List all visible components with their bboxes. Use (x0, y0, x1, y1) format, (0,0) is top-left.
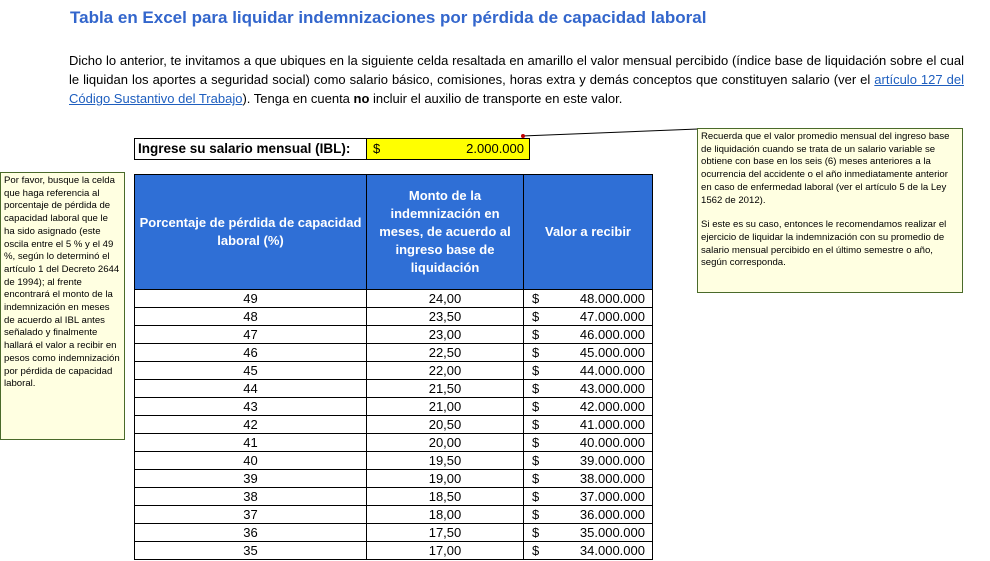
value-cell[interactable] (524, 506, 653, 524)
amount: 45.000.000 (579, 345, 645, 360)
currency-symbol: $ (532, 417, 540, 432)
header-percentage: Porcentaje de pérdida de capacidad laboral (%) (135, 175, 367, 290)
table-row (135, 524, 653, 542)
intro-text-3: incluir el auxilio de transporte en este valor. (369, 91, 623, 106)
table-row (135, 434, 653, 452)
months-cell[interactable]: 21,00 (367, 398, 524, 416)
value-cell[interactable] (524, 362, 653, 380)
months-cell[interactable]: 23,00 (367, 326, 524, 344)
value-cell[interactable] (524, 452, 653, 470)
table-row (135, 398, 653, 416)
table-row (135, 452, 653, 470)
value-cell[interactable] (524, 542, 653, 560)
currency-symbol: $ (532, 525, 540, 540)
amount: 34.000.000 (579, 543, 645, 558)
percentage-cell[interactable]: 35 (135, 542, 367, 560)
percentage-cell[interactable]: 40 (135, 452, 367, 470)
table-row (135, 380, 653, 398)
currency-symbol: $ (532, 435, 540, 450)
indemnity-table (134, 174, 653, 560)
amount: 40.000.000 (579, 435, 645, 450)
percentage-cell[interactable]: 45 (135, 362, 367, 380)
table-row (135, 488, 653, 506)
currency-symbol: $ (532, 489, 540, 504)
months-cell[interactable]: 18,50 (367, 488, 524, 506)
value-cell[interactable] (524, 488, 653, 506)
ibl-input-row (134, 138, 530, 160)
percentage-cell[interactable]: 47 (135, 326, 367, 344)
table-row (135, 308, 653, 326)
table-row (135, 344, 653, 362)
value-cell[interactable] (524, 326, 653, 344)
intro-bold-no: no (353, 91, 370, 106)
amount: 42.000.000 (579, 399, 645, 414)
percentage-cell[interactable]: 39 (135, 470, 367, 488)
comment-right-p2: Si este es su caso, entonces le recomendamos realizar el ejercicio de liquidar la indemnización con su promedio de salario mensual percibido en el último semestre o año, según corresponda. (701, 219, 947, 269)
percentage-cell[interactable]: 49 (135, 290, 367, 308)
months-cell[interactable]: 22,50 (367, 344, 524, 362)
months-cell[interactable]: 19,00 (367, 470, 524, 488)
value-cell[interactable] (524, 416, 653, 434)
ibl-value: 2.000.000 (466, 141, 524, 156)
percentage-cell[interactable]: 36 (135, 524, 367, 542)
currency-symbol: $ (532, 291, 540, 306)
comment-arrow (520, 126, 700, 140)
intro-text-1: Dicho lo anterior, te invitamos a que ubiques en la siguiente celda resaltada en amarillo el valor mensual percibido (índice base de liquidación sobre el cual le liquidan los aportes a seguridad social) como salario básico, comisiones, horas extra y demás conceptos que constituyen salario (ver el (69, 53, 964, 87)
table-row (135, 290, 653, 308)
amount: 46.000.000 (579, 327, 645, 342)
table-row (135, 542, 653, 560)
currency-symbol: $ (532, 327, 540, 342)
amount: 47.000.000 (579, 309, 645, 324)
months-cell[interactable]: 23,50 (367, 308, 524, 326)
percentage-cell[interactable]: 48 (135, 308, 367, 326)
percentage-cell[interactable]: 44 (135, 380, 367, 398)
ibl-label: Ingrese su salario mensual (IBL): (135, 139, 367, 159)
table-row (135, 506, 653, 524)
intro-text-2: ). Tenga en cuenta (242, 91, 354, 106)
article-127-link[interactable]: artículo 127 del Código Sustantivo del Trabajo (69, 72, 964, 106)
value-cell[interactable] (524, 470, 653, 488)
amount: 39.000.000 (579, 453, 645, 468)
currency-symbol: $ (532, 543, 540, 558)
table-row (135, 416, 653, 434)
months-cell[interactable]: 17,50 (367, 524, 524, 542)
months-cell[interactable]: 20,50 (367, 416, 524, 434)
currency-symbol: $ (532, 399, 540, 414)
value-cell[interactable] (524, 434, 653, 452)
currency-symbol: $ (532, 471, 540, 486)
comment-note-left: Por favor, busque la celda que haga referencia al porcentaje de pérdida de capacidad laboral que le ha sido asignado (este oscila entre el 5 % y el 49 %, según lo determinó el artículo 1 del Decreto 2644 de 1994); al frente encontrará el monto de la indemnización en meses de acuerdo al IBL antes señalado y finalmente hallará el valor a recibir en pesos como indemnización por pérdida de capacidad laboral. (0, 172, 125, 440)
currency-symbol: $ (532, 381, 540, 396)
months-cell[interactable]: 22,00 (367, 362, 524, 380)
intro-paragraph (69, 51, 964, 108)
months-cell[interactable]: 18,00 (367, 506, 524, 524)
percentage-cell[interactable]: 41 (135, 434, 367, 452)
months-cell[interactable]: 20,00 (367, 434, 524, 452)
table-row (135, 326, 653, 344)
header-value: Valor a recibir (524, 175, 653, 290)
value-cell[interactable] (524, 344, 653, 362)
page-title: Tabla en Excel para liquidar indemnizaciones por pérdida de capacidad laboral (70, 8, 707, 27)
percentage-cell[interactable]: 42 (135, 416, 367, 434)
months-cell[interactable]: 24,00 (367, 290, 524, 308)
percentage-cell[interactable]: 43 (135, 398, 367, 416)
months-cell[interactable]: 21,50 (367, 380, 524, 398)
amount: 36.000.000 (579, 507, 645, 522)
comment-right-p1: Recuerda que el valor promedio mensual del ingreso base de liquidación cuando se trata de un salario variable se obtiene con base en los seis (6) meses anteriores a la ocurrencia del accidente o el año inmediatamente anterior en caso de enfermedad laboral (ver el artículo 5 de la Ley 1562 de 2012). (701, 131, 950, 206)
amount: 41.000.000 (579, 417, 645, 432)
header-months: Monto de la indemnización en meses, de acuerdo al ingreso base de liquidación (367, 175, 524, 290)
amount: 35.000.000 (579, 525, 645, 540)
months-cell[interactable]: 19,50 (367, 452, 524, 470)
currency-symbol: $ (532, 453, 540, 468)
table-row (135, 362, 653, 380)
amount: 43.000.000 (579, 381, 645, 396)
value-cell[interactable] (524, 524, 653, 542)
value-cell[interactable] (524, 380, 653, 398)
currency-symbol: $ (532, 363, 540, 378)
months-cell[interactable]: 17,00 (367, 542, 524, 560)
ibl-input-cell[interactable] (367, 139, 529, 159)
percentage-cell[interactable]: 38 (135, 488, 367, 506)
amount: 44.000.000 (579, 363, 645, 378)
table-row (135, 470, 653, 488)
amount: 37.000.000 (579, 489, 645, 504)
currency-symbol: $ (532, 507, 540, 522)
currency-symbol: $ (532, 309, 540, 324)
percentage-cell[interactable]: 37 (135, 506, 367, 524)
comment-note-right (697, 128, 963, 293)
value-cell[interactable] (524, 290, 653, 308)
value-cell[interactable] (524, 398, 653, 416)
amount: 38.000.000 (579, 471, 645, 486)
percentage-cell[interactable]: 46 (135, 344, 367, 362)
value-cell[interactable] (524, 308, 653, 326)
ibl-currency: $ (373, 141, 381, 156)
amount: 48.000.000 (579, 291, 645, 306)
currency-symbol: $ (532, 345, 540, 360)
